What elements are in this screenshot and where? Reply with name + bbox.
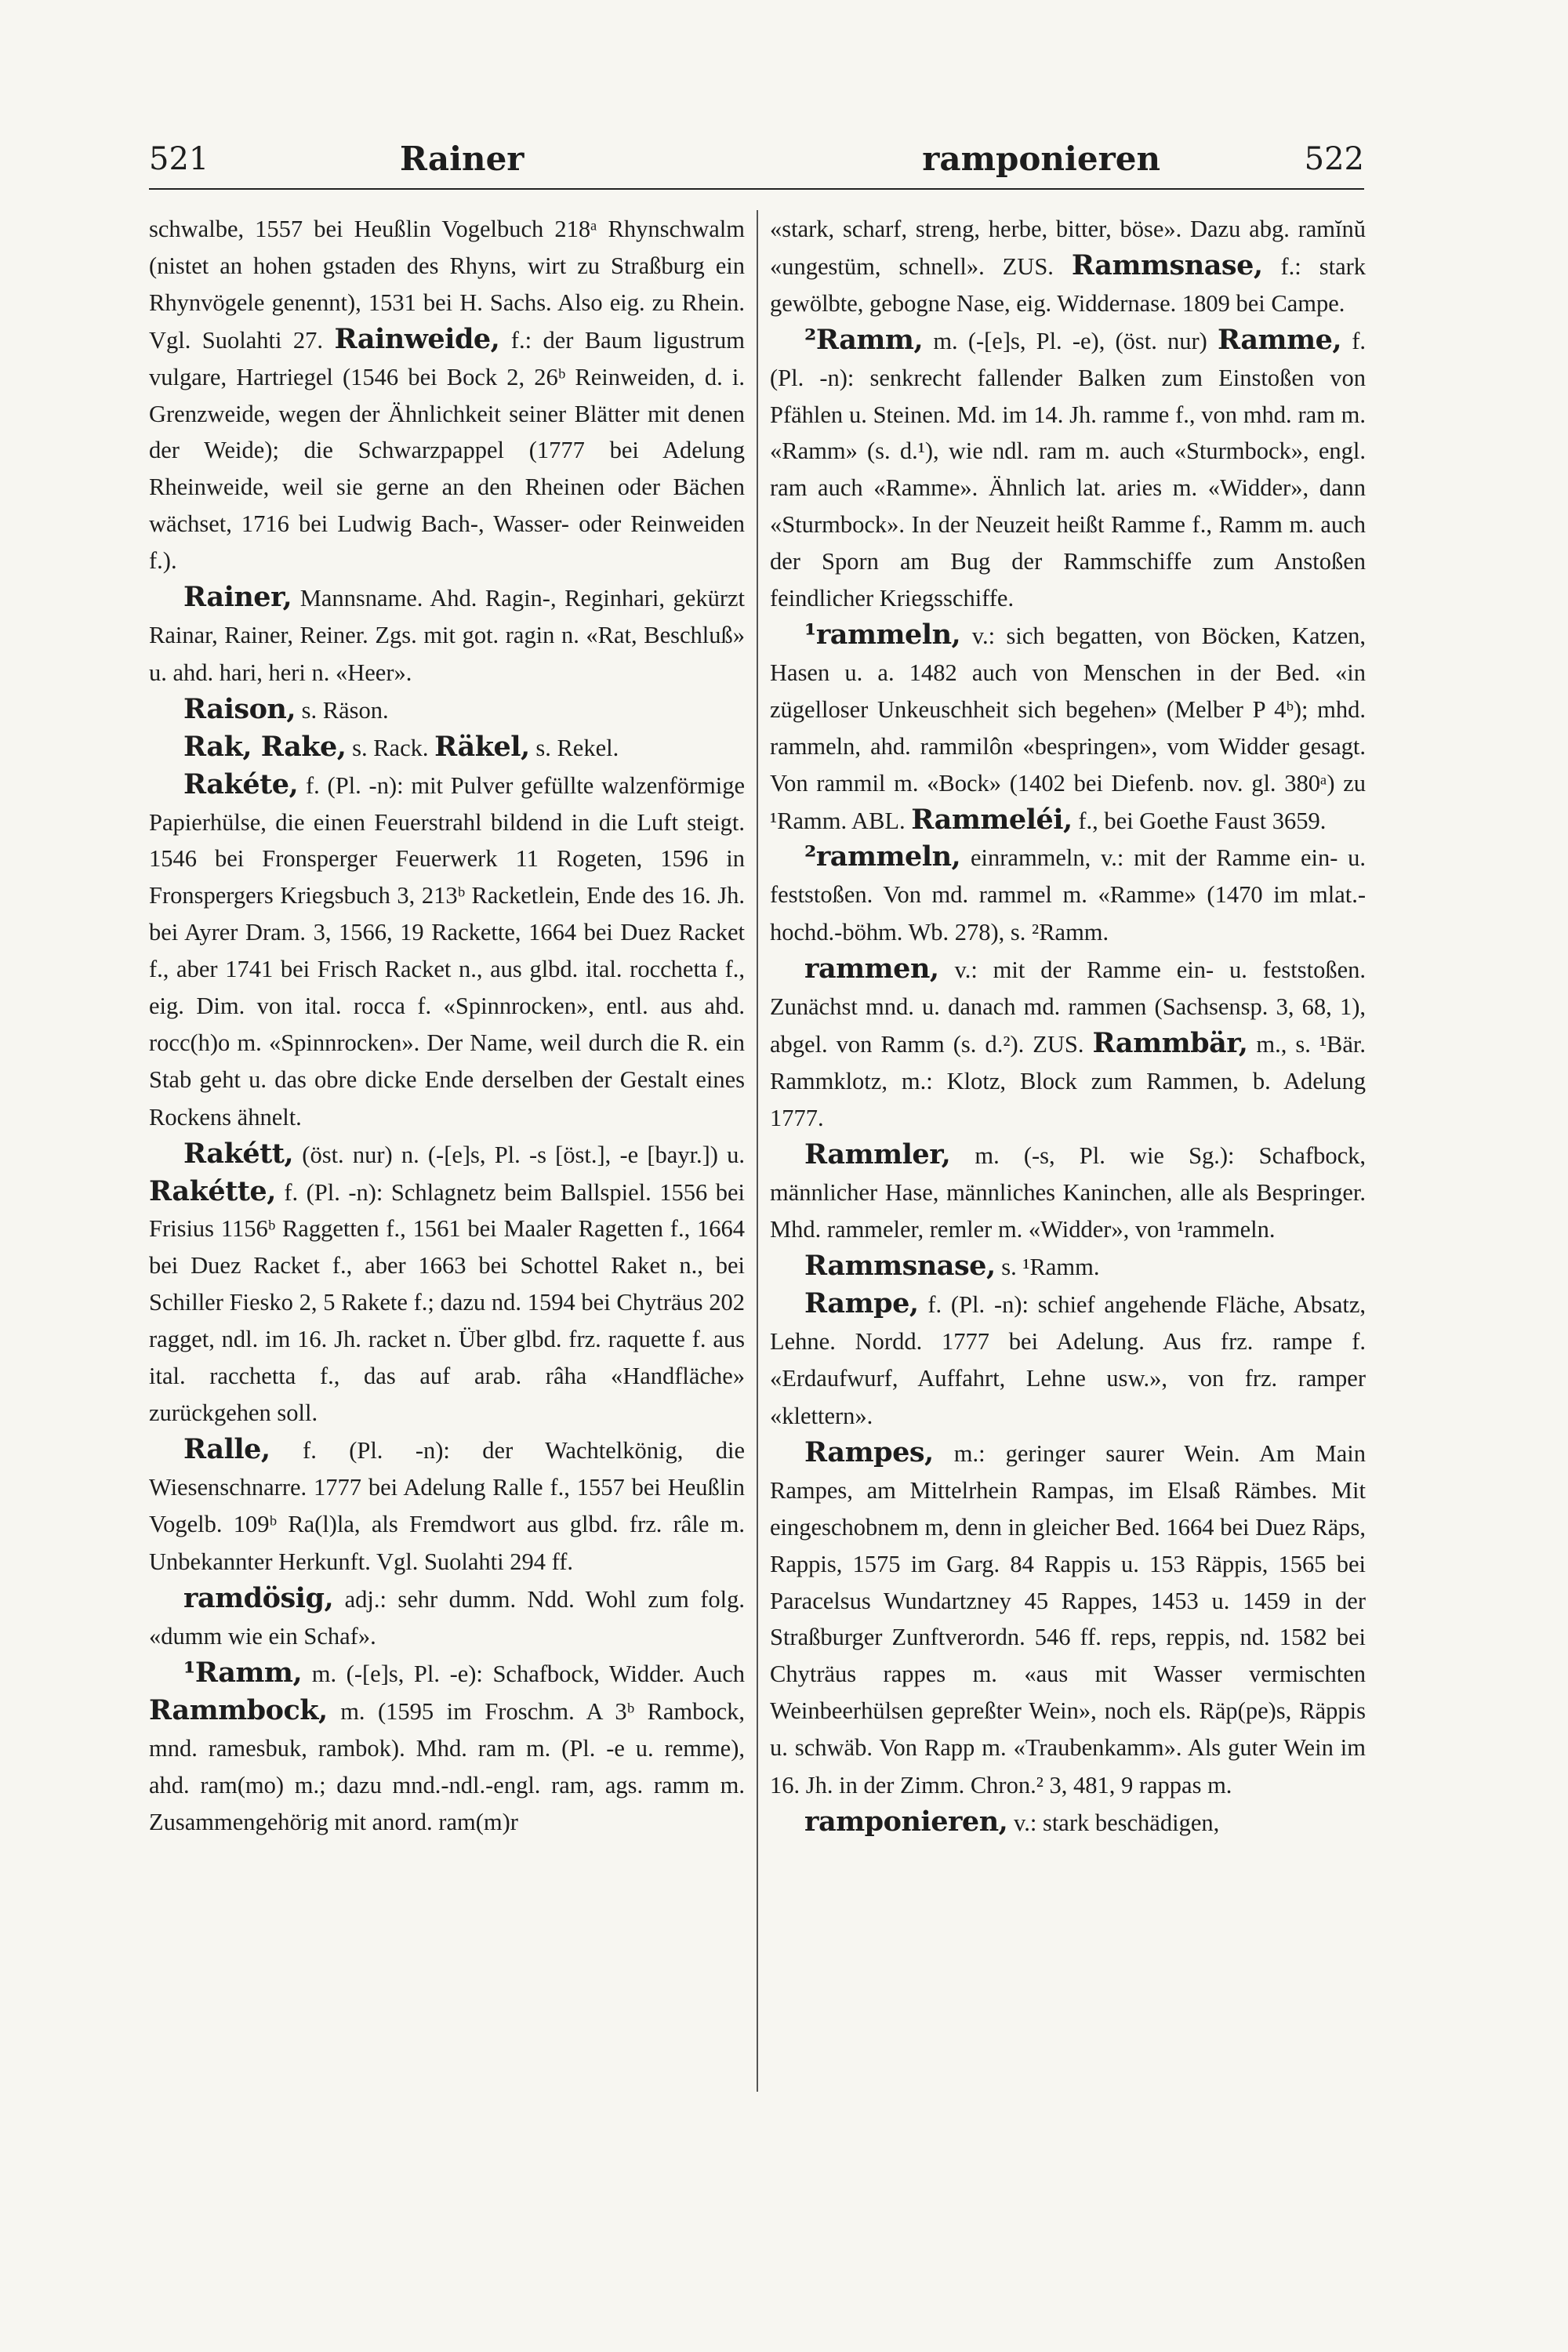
entry-text: v.: mit der Ramme ein- u. feststoßen. Zunächst mnd. u. danach md. rammen (Sachsensp. 3, 68, 1), abgel. von Ramm (s. d.²). ZUS. [770,956,1367,1058]
entry-lemma: Rak, Rake, [183,730,347,763]
entry-text: m. (-s, Pl. wie Sg.): Schafbock, männlicher Hase, männliches Kaninchen, alle als Bespringer. Mhd. rammeler, remler m. «Widder», von ¹rammeln. [770,1142,1366,1243]
entry-text-secondary: f. (Pl. -n): senkrecht fallender Balken zum Einstoßen von Pfählen u. Steinen. Md. im 14. Jh. ramme f., von mhd. ram m. «Ramm» (s. d.¹), wie ndl. ram m. auch «Sturmbock», engl. ram auch «Ramme». Ähnlich lat. aries m. «Widder», dann «Sturmbock». In der Neuzeit heißt Ramme f., Ramm m. auch der Sporn am Bug der Rammschiffe zum Anstoßen feindlicher Kriegsschiffe. [770,327,1367,612]
entry [149,579,745,691]
entry-lemma-secondary: Räkel, [434,730,530,763]
entry-lemma-secondary: Rammsnase, [1071,249,1263,281]
entry-text-secondary: f. (Pl. -n): Schlagnetz beim Ballspiel. 1556 bei Frisius 1156ᵇ Raggetten f., 1561 bei Maaler Ragetten f., 1664 bei Duez Racket f., aber 1663 bei Schottel Raket n., bei Schiller Fiesko 2, 5 Rakete f.; dazu nd. 1594 bei Chyträus 202 ragget, ndl. im 16. Jh. racket n. Über glbd. frz. raquette f. aus ital. racchetta f., das auf arab. râha «Handfläche» zurückgehen soll. [149,1178,745,1426]
entry-text-secondary: s. Rekel. [535,734,619,761]
entry-text: einrammeln, v.: mit der Ramme ein- u. feststoßen. Von md. rammel m. «Ramme» (1470 im mlat.-hochd.-böhm. Wb. 278), s. ²Ramm. [770,844,1366,946]
entry-text: f. (Pl. -n): mit Pulver gefüllte walzenförmige Papierhülse, die einen Feuerstrahl bildend in die Luft steigt. 1546 bei Fronsperger Feuerwerk 11 Rogeten, 1596 in Fronspergers Kriegsbuch 3, 213ᵇ Racketlein, Ende des 16. Jh. bei Ayrer Dram. 3, 1566, 19 Rackette, 1664 bei Duez Racket f., aber 1741 bei Frisch Racket n., aus glbd. ital. rocchetta f., eig. Dim. von ital. rocca f. «Spinnrocken», entl. aus ahd. rocc(h)o m. «Spinnrocken». Der Name, weil durch die R. ein Stab geht u. das obre dicke Ende derselben der Gestalt eines Rockens ähnelt. [149,771,746,1131]
entry [149,1581,745,1656]
entry [149,1136,745,1432]
page-number-left: 521 [149,141,209,177]
entry-lemma: ¹rammeln, [804,618,961,651]
entry-lemma: Rampes, [804,1436,934,1468]
entry-lemma: Rammsnase, [804,1250,996,1283]
entry [770,322,1366,617]
entry-text: «stark, scharf, streng, herbe, bitter, böse». Dazu abg. ramĭnŭ «ungestüm, schnell». ZUS. [770,216,1366,280]
running-head-left: Rainer [400,140,524,178]
entry [149,767,745,1136]
entry-text: m.: geringer saurer Wein. Am Main Rampes, am Mittelrhein Rampas, im Elsaß Rämbes. Mit eingeschobnem m, denn in gleicher Bed. 1664 bei Duez Räps, Rappis, 1575 im Garg. 84 Rappis u. 153 Räppis, 1565 bei Paracelsus Wundartzney 45 Rappes, 1453 u. 1459 in der Straßburger Zunftverordn. 546 ff. reps, reppis, nd. 1582 bei Chyträus rappes m. «aus mit Wasser vermischten Weinbeerhülsen gepreßter Wein», noch els. Räp(pe)s, Räppis u. schwäb. Von Rapp m. «Traubenkamm». Als guter Wein im 16. Jh. in der Zimm. Chron.² 3, 481, 9 rappas m. [770,1439,1366,1799]
left-column [149,210,745,1841]
entry-lemma-secondary: Rammbock, [149,1694,328,1727]
entry-text: s. ¹Ramm. [1001,1254,1100,1281]
entry-lemma: Rainer, [183,581,292,614]
entry-lemma: Raison, [183,692,296,725]
entry-text-secondary: m. (1595 im Froschm. A 3ᵇ Rambock, mnd. ramesbuk, rambok). Mhd. ram m. (Pl. -e u. remme), ahd. ram(mo) m.; dazu mnd.-ndl.-engl. ram, ags. ramm m. Zusammengehörig mit anord. ram(m)r [149,1698,746,1835]
entry-lemma: rammen, [804,953,939,985]
entry-text: (öst. nur) n. (-[e]s, Pl. -s [öst.], -e [bayr.]) u. [302,1141,745,1168]
entry [770,951,1366,1137]
entry [149,1432,745,1581]
right-column [770,210,1366,1842]
entry-lemma-secondary: Rammeléi, [911,803,1073,836]
entry [770,1137,1366,1249]
entry-text: adj.: sehr dumm. Ndd. Wohl zum folg. «dumm wie ein Schaf». [149,1585,745,1650]
entry-lemma: ramdösig, [183,1581,334,1614]
entry-text: m. (-[e]s, Pl. -e): Schafbock, Widder. Auch [311,1661,746,1688]
entry [770,1248,1366,1286]
entry-lemma: Ralle, [183,1432,270,1465]
entry [149,1655,745,1841]
page-number-right: 522 [1304,141,1364,177]
entry [149,210,745,579]
entry [149,691,745,729]
entry-text-secondary: f.: der Baum ligustrum vulgare, Hartriegel (1546 bei Bock 2, 26ᵇ Reinweiden, d. i. Grenzweide, wegen der Ähnlichkeit seiner Blätter mit denen der Weide); die Schwarzpappel (1777 bei Adelung Rheinweide, weil sie gerne an den Rheinen oder Bächen wächset, 1716 bei Ludwig Bach-, Wasser- oder Reinweiden f.). [149,326,746,575]
entry-text: s. Räson. [301,696,389,724]
entry [770,1286,1366,1435]
entry-text: v.: stark beschädigen, [1013,1809,1220,1836]
entry-text-secondary: f.: stark gewölbte, gebogne Nase, eig. Widdernase. 1809 bei Campe. [770,252,1367,317]
entry-lemma: Rakéte, [183,768,299,800]
entry-lemma: ²rammeln, [804,840,961,873]
entry [770,210,1366,322]
running-head-right: ramponieren [922,140,1160,178]
entry-lemma-secondary: Rammbär, [1092,1026,1248,1059]
entry-text: s. Rack. [352,734,429,761]
entry-lemma-secondary: Rainweide, [334,322,500,355]
entry-lemma: Rammler, [804,1138,951,1171]
entry [770,839,1366,951]
entry-text: Mannsname. Ahd. Ragin-, Reginhari, gekürzt Rainar, Rainer, Reiner. Zgs. mit got. ragin n. «Rat, Beschluß» u. ahd. hari, heri n. «Heer». [149,585,745,686]
entry [149,729,745,767]
entry-text: schwalbe, 1557 bei Heußlin Vogelbuch 218ᵃ Rhynschwalm (nistet an hohen gstaden des Rhyns, wirt zu Straßburg ein Rhynvögele genennt), 1531 bei H. Sachs. Also eig. zu Rhein. Vgl. Suolahti 27. [149,216,745,354]
entry-lemma-secondary: Rakétte, [149,1174,276,1207]
page-header [149,133,1364,190]
entry-text: m. (-[e]s, Pl. -e), (öst. nur) [933,327,1207,354]
entry-lemma: ¹Ramm, [183,1657,303,1690]
entry-lemma: ramponieren, [804,1805,1008,1838]
entry-lemma: Rampe, [804,1287,919,1320]
entry-lemma: Rakétt, [183,1137,294,1170]
entry-text: f. (Pl. -n): der Wachtelkönig, die Wiesenschnarre. 1777 bei Adelung Ralle f., 1557 bei Heußlin Vogelb. 109ᵇ Ra(l)la, als Fremdwort aus glbd. frz. râle m. Unbekannter Herkunft. Vgl. Suolahti 294 ff. [149,1436,745,1575]
entry [770,1804,1366,1842]
entry-text: f. (Pl. -n): schief angehende Fläche, Absatz, Lehne. Nordd. 1777 bei Adelung. Aus frz. rampe f. «Erdaufwurf, Auffahrt, Lehne usw.», von frz. ramper «klettern». [770,1291,1366,1429]
entry-text-secondary: f., bei Goethe Faust 3659. [1078,807,1327,834]
column-divider [757,210,758,2092]
entry-lemma-secondary: Ramme, [1217,323,1342,356]
entry [770,1435,1366,1804]
entry-text-secondary: m., s. ¹Bär. Rammklotz, m.: Klotz, Block zum Rammen, b. Adelung 1777. [770,1030,1367,1131]
entry-text: v.: sich begatten, von Böcken, Katzen, Hasen u. a. 1482 auch von Menschen in der Bed. «in zügelloser Unkeuschheit sich begehen» (Melber P 4ᵇ); mhd. rammeln, ahd. rammilôn «bespringen», vom Widder gesagt. Von rammil m. «Bock» (1402 bei Diefenb. nov. gl. 380ᵃ) zu ¹Ramm. ABL. [770,622,1366,834]
entry-lemma: ²Ramm, [804,323,924,356]
entry [770,617,1366,839]
